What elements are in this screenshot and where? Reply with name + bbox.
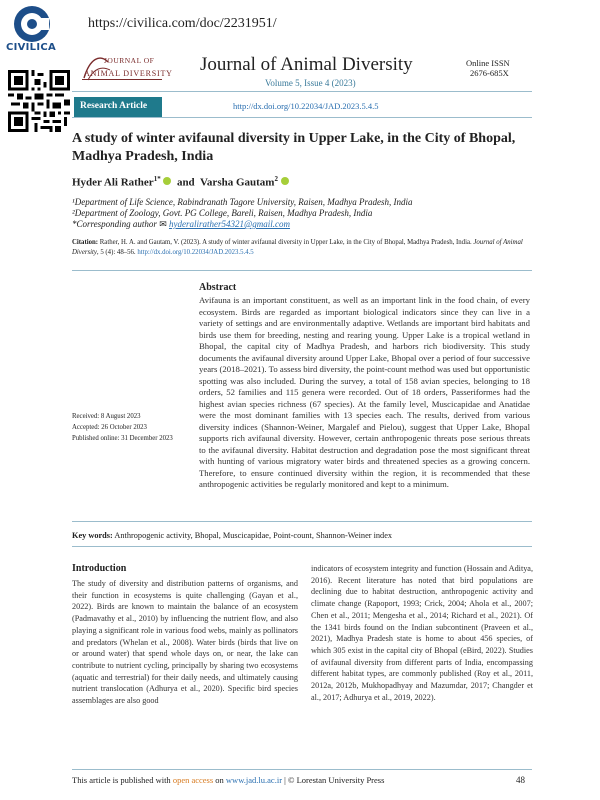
citation-text: Rather, H. A. and Gautam, V. (2023). A study of winter avifaunal diversity in Upper Lake, in the City of Bhopal, Madhya Pradesh, India. [99, 239, 472, 246]
date-received: Received: 8 August 2023 [72, 413, 141, 420]
journal-logo-line1: JOURNAL OF [104, 56, 155, 65]
author-separator: and [174, 176, 198, 189]
article-title: A study of winter avifaunal diversity in Upper Lake, in the City of Bhopal, Madhya Pradesh, India [72, 131, 516, 164]
abstract-bottom-divider [72, 521, 532, 522]
footer [72, 775, 384, 785]
author-2-sup: 2 [274, 175, 278, 183]
introduction-heading: Introduction [72, 563, 127, 574]
orcid-icon[interactable] [163, 177, 171, 185]
author-line [72, 175, 289, 189]
abstract-heading: Abstract [199, 282, 237, 293]
article-type-badge: Research Article [74, 97, 162, 117]
footer-divider [72, 769, 532, 770]
footer-prefix: This article is published with [72, 775, 173, 785]
footer-site-link[interactable]: www.jad.lu.ac.ir [225, 775, 283, 785]
envelope-icon: ✉ [159, 219, 167, 229]
keywords-label: Key words: [72, 531, 113, 540]
footer-suffix: | © Lorestan University Press [282, 775, 385, 785]
article-dates [72, 411, 173, 444]
source-url[interactable]: https://civilica.com/doc/2231951/ [88, 16, 277, 31]
keywords [72, 531, 392, 540]
journal-logo-line2: ANIMAL DIVERSITY [84, 69, 173, 78]
article-bar-divider [72, 117, 532, 118]
date-published: Published online: 31 December 2023 [72, 435, 173, 442]
author-2: Varsha Gautam [200, 176, 275, 189]
introduction-column-1: The study of diversity and distribution patterns of organisms, and their function in ecosystems is quite challenging (Gayan et al., 2022). Birds are known to maintain the balance of an ecosystem (Padmavathy et al., 2010) by influencing the nutrient flow, and also playing a significant role in various food webs, mainly as pollinators and predators (Whelan et al., 2008). Water birds (birds that live on or around water) that spend whole days on, or near, the lake can contribute to nutrient cycling, principally by sharing two ecosystems (aquatic and terrestrial) for their daily needs, and ultimately causing nutrient translocation (Adhurya et al., 2020). Specific bird species assemblages are also good [72, 579, 298, 706]
citation-journal: Journal of Animal Diversity [72, 239, 523, 256]
citation-doi[interactable]: http://dx.doi.org/10.22034/JAD.2023.5.4.5 [137, 249, 254, 256]
corresponding-email[interactable]: hyderalirather54321@gmail.com [168, 219, 291, 229]
qr-code-icon [8, 70, 70, 132]
abstract-top-divider [72, 270, 532, 271]
keywords-divider [72, 546, 532, 547]
header-divider [72, 91, 532, 92]
date-accepted: Accepted: 26 October 2023 [72, 424, 147, 431]
citation [72, 238, 534, 258]
keywords-text: Anthropogenic activity, Bhopal, Muscicapidae, Point-count, Shannon-Weiner index [114, 531, 393, 540]
affiliation-1: ¹Department of Life Science, Rabindranath Tagore University, Raisen, Madhya Pradesh, India [72, 197, 413, 207]
affiliation-2: ²Department of Zoology, Govt. PG College, Bareli, Raisen, Madhya Pradesh, India [72, 208, 373, 218]
page-number: 48 [516, 775, 525, 785]
footer-open-access: open access [172, 775, 214, 785]
author-1-sup: 1* [153, 175, 161, 183]
journal-volume: Volume 5, Issue 4 (2023) [265, 78, 356, 88]
corresponding-label: *Corresponding author [72, 219, 157, 229]
issn-label: Online ISSN [466, 58, 510, 68]
issn-number: 2676-685X [470, 68, 509, 78]
doi-link[interactable]: http://dx.doi.org/10.22034/JAD.2023.5.4.5 [233, 101, 379, 111]
abstract-text: Avifauna is an important constituent, as well as an important link in the food chain, of every ecosystem. Birds are regarded as important biological indicators since they can live in a variety of settings and are environmentally adaptive. Wetlands are important bird habitats and birds use them for breeding, nesting and rearing young. Upper Lake is a tropical wetland in Bhopal, the capital city of Madhya Pradesh, and harbors rich biodiversity. This study documents the avifaunal diversity around Upper Lake, Bhopal over a period of four successive years (2018–2021). To assess bird diversity, the point-count method was used but opportunistic spotting was also included. During the survey, a total of 158 avian species, belonging to 18 orders, 52 families and 115 genera were recorded. Out of 18 orders, Passeriformes had the highest avian species richness (67 species). At the family level, Muscicapidae and Anatidae were the most dominant families with 13 species each. The results, derived from various diversity indices (Shannon-Weiner, Margalef and Pielou), suggest that Upper Lake, Bhopal supports rich avifaunal diversity. However, certain anthropogenic threats pose serious threats to the avifaunal diversity. Habitat destruction and degradation pose the most significant threat with hunting of various migratory water birds and threatened species as a growing concern. Therefore, to ensure continued diversity within the region, it is recommended that these anthropogenic activities be regularly monitored and kept to a minimum. [199, 295, 530, 489]
journal-logo-icon [80, 48, 164, 84]
footer-on: on [213, 775, 226, 785]
corresponding-author [72, 219, 290, 230]
orcid-icon[interactable] [281, 177, 289, 185]
civilica-label: CIVILICA [5, 42, 57, 53]
citation-label: Citation: [72, 239, 99, 246]
citation-rest: , 5 (4): 48–56. [96, 249, 136, 256]
author-1: Hyder Ali Rather [72, 176, 154, 189]
introduction-column-2: indicators of ecosystem integrity and function (Hossain and Aditya, 2016). Recent literature has noted that bird populations are declining due to habitat destruction, anthropogenic activity and climate change (Rapoport, 1993; Crick, 2004; Ahola et al., 2007; Chen et al., 2011; Mengesha et al., 2014; Richard et al., 2021). Of the 1341 birds found on the Indian subcontinent (Praveen et al., 2021), Madhya Pradesh state is home to about 456 species, of which 305 exist in the capital city of Bhopal (eBird, 2022). Studies of avifaunal diversity from different parts of India, encompassing different habitat types, are commonly published (Roy et al., 2011, 2012a, 2012b, Mukhopadhyay and Mazumdar, 2017; Changder et al., 2017; Adhurya et al., 2019, 2022). [311, 564, 533, 702]
journal-title: Journal of Animal Diversity [200, 54, 413, 75]
